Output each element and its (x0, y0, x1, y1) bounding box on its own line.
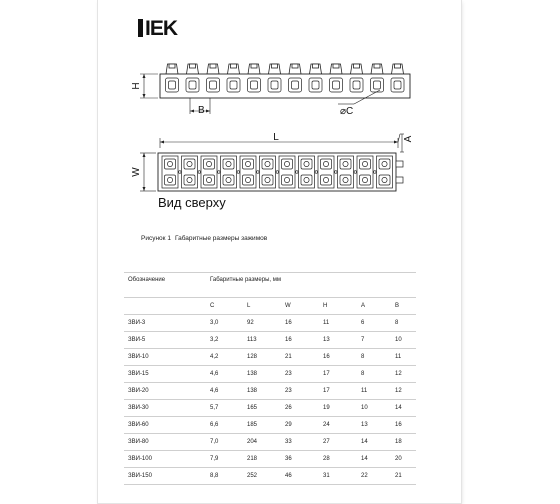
row-designation: ЗВИ-15 (124, 366, 206, 383)
center-dot (257, 171, 260, 174)
table-row (124, 451, 416, 468)
table-cell: 218 (243, 451, 281, 468)
table-cell: 31 (319, 468, 357, 485)
center-dot (218, 171, 221, 174)
table-cell: 4,6 (206, 383, 243, 400)
table-cell: 14 (357, 434, 391, 451)
row-designation: ЗВИ-30 (124, 400, 206, 417)
center-dot (237, 171, 240, 174)
screw-circle (343, 161, 348, 166)
screw-head (395, 64, 401, 68)
table-cell: 92 (243, 315, 281, 332)
center-dot (354, 171, 357, 174)
table-cell: 33 (281, 434, 319, 451)
screw-circle (167, 161, 172, 166)
table-cell: 14 (357, 451, 391, 468)
column-header: C (206, 298, 243, 315)
table-cell: 12 (391, 383, 416, 400)
table-cell: 19 (319, 400, 357, 417)
screw-circle (323, 177, 328, 182)
table-cell: 4,2 (206, 349, 243, 366)
table-cell: 17 (319, 366, 357, 383)
screw-circle (343, 177, 348, 182)
table-cell: 46 (281, 468, 319, 485)
top-view-label: Вид сверху (158, 195, 226, 210)
table-cell: 3,0 (206, 315, 243, 332)
screw-head (272, 64, 278, 68)
table-cell: 12 (391, 366, 416, 383)
screw-circle (382, 161, 387, 166)
wire-hole (292, 81, 299, 89)
row-designation: ЗВИ-150 (124, 468, 206, 485)
row-designation: ЗВИ-100 (124, 451, 206, 468)
table-row (124, 417, 416, 434)
table-cell: 128 (243, 349, 281, 366)
wire-hole (374, 81, 381, 89)
table-cell: 26 (281, 400, 319, 417)
dimensions-group-header: Габаритные размеры, мм (206, 273, 416, 298)
center-dot (179, 171, 182, 174)
screw-head (190, 64, 196, 68)
table-cell: 16 (281, 332, 319, 349)
row-designation: ЗВИ-5 (124, 332, 206, 349)
table-row (124, 468, 416, 485)
screw-circle (187, 177, 192, 182)
screw-head (251, 64, 257, 68)
screw-circle (284, 161, 289, 166)
screw-circle (382, 177, 387, 182)
table-cell: 20 (391, 451, 416, 468)
table-cell: 11 (391, 349, 416, 366)
table-cell: 113 (243, 332, 281, 349)
wire-hole (271, 81, 278, 89)
screw-circle (245, 161, 250, 166)
wire-hole (394, 81, 401, 89)
table-cell: 5,7 (206, 400, 243, 417)
screw-circle (323, 161, 328, 166)
wire-hole (251, 81, 258, 89)
table-cell: 6 (357, 315, 391, 332)
row-designation: ЗВИ-10 (124, 349, 206, 366)
wire-hole (353, 81, 360, 89)
dim-h-label: H (131, 82, 142, 90)
table-cell: 7,9 (206, 451, 243, 468)
dim-a-label: A (403, 135, 414, 143)
table-row (124, 349, 416, 366)
designation-header: Обозначение (124, 273, 206, 298)
wire-hole (230, 81, 237, 89)
table-cell: 138 (243, 366, 281, 383)
screw-circle (245, 177, 250, 182)
screw-circle (226, 161, 231, 166)
table-row (124, 434, 416, 451)
screw-circle (206, 161, 211, 166)
row-designation: ЗВИ-20 (124, 383, 206, 400)
table-cell: 3,2 (206, 332, 243, 349)
table-cell: 10 (391, 332, 416, 349)
table-cell: 27 (319, 434, 357, 451)
table-cell: 16 (281, 315, 319, 332)
row-designation: ЗВИ-3 (124, 315, 206, 332)
table-cell: 4,6 (206, 366, 243, 383)
screw-head (374, 64, 380, 68)
table-cell: 8 (357, 349, 391, 366)
table-cell: 8 (391, 315, 416, 332)
column-header-row (124, 298, 416, 315)
center-dot (296, 171, 299, 174)
wire-hole (210, 81, 217, 89)
wire-hole (189, 81, 196, 89)
row-designation: ЗВИ-80 (124, 434, 206, 451)
row-designation: ЗВИ-60 (124, 417, 206, 434)
screw-circle (167, 177, 172, 182)
screw-head (333, 64, 339, 68)
table-cell: 11 (357, 383, 391, 400)
table-cell: 10 (357, 400, 391, 417)
table-cell: 7 (357, 332, 391, 349)
column-header: H (319, 298, 357, 315)
screw-circle (226, 177, 231, 182)
table-cell: 23 (281, 383, 319, 400)
table-cell: 8,8 (206, 468, 243, 485)
table-cell: 185 (243, 417, 281, 434)
terminal-block-drawing (118, 52, 418, 192)
table-cell: 28 (319, 451, 357, 468)
column-header: B (391, 298, 416, 315)
table-cell: 23 (281, 366, 319, 383)
center-dot (374, 171, 377, 174)
wire-hole (169, 81, 176, 89)
table-cell: 8 (357, 366, 391, 383)
table-cell: 17 (319, 383, 357, 400)
screw-head (354, 64, 360, 68)
screw-head (169, 64, 175, 68)
table-cell: 13 (319, 332, 357, 349)
center-dot (335, 171, 338, 174)
table-cell: 16 (319, 349, 357, 366)
table-row (124, 383, 416, 400)
side-view-clamps (166, 64, 404, 74)
table-cell: 252 (243, 468, 281, 485)
screw-circle (265, 177, 270, 182)
table-cell: 16 (391, 417, 416, 434)
table-cell: 24 (319, 417, 357, 434)
dim-l-label: L (273, 132, 279, 143)
table-row (124, 366, 416, 383)
screw-head (292, 64, 298, 68)
table-row (124, 332, 416, 349)
screw-circle (187, 161, 192, 166)
column-header: A (357, 298, 391, 315)
dim-c-label: ⌀C (340, 106, 354, 117)
center-dot (198, 171, 201, 174)
center-dot (276, 171, 279, 174)
table-cell: 21 (281, 349, 319, 366)
table-cell: 21 (391, 468, 416, 485)
table-cell: 13 (357, 417, 391, 434)
center-dot (315, 171, 318, 174)
screw-circle (206, 177, 211, 182)
table-cell: 29 (281, 417, 319, 434)
table-cell: 11 (319, 315, 357, 332)
table-row (124, 400, 416, 417)
table-cell: 7,0 (206, 434, 243, 451)
table-cell: 36 (281, 451, 319, 468)
table-cell: 6,6 (206, 417, 243, 434)
table-cell: 204 (243, 434, 281, 451)
table-cell: 165 (243, 400, 281, 417)
column-header: W (281, 298, 319, 315)
screw-circle (362, 161, 367, 166)
wire-hole (333, 81, 340, 89)
brand-logo: IEK (138, 17, 177, 41)
table-row (124, 315, 416, 332)
screw-circle (284, 177, 289, 182)
column-header: L (243, 298, 281, 315)
figure-caption: Рисунок 1 Габаритные размеры зажимов (141, 235, 268, 242)
table-cell: 138 (243, 383, 281, 400)
screw-circle (304, 177, 309, 182)
wire-hole (312, 81, 319, 89)
screw-circle (304, 161, 309, 166)
dim-w-label: W (131, 167, 142, 177)
table-cell: 22 (357, 468, 391, 485)
screw-head (313, 64, 319, 68)
table-cell: 14 (391, 400, 416, 417)
dim-b-label: B (198, 105, 205, 116)
screw-head (231, 64, 237, 68)
screw-head (210, 64, 216, 68)
table-cell: 18 (391, 434, 416, 451)
dimensions-table (124, 272, 416, 485)
screw-circle (362, 177, 367, 182)
screw-circle (265, 161, 270, 166)
